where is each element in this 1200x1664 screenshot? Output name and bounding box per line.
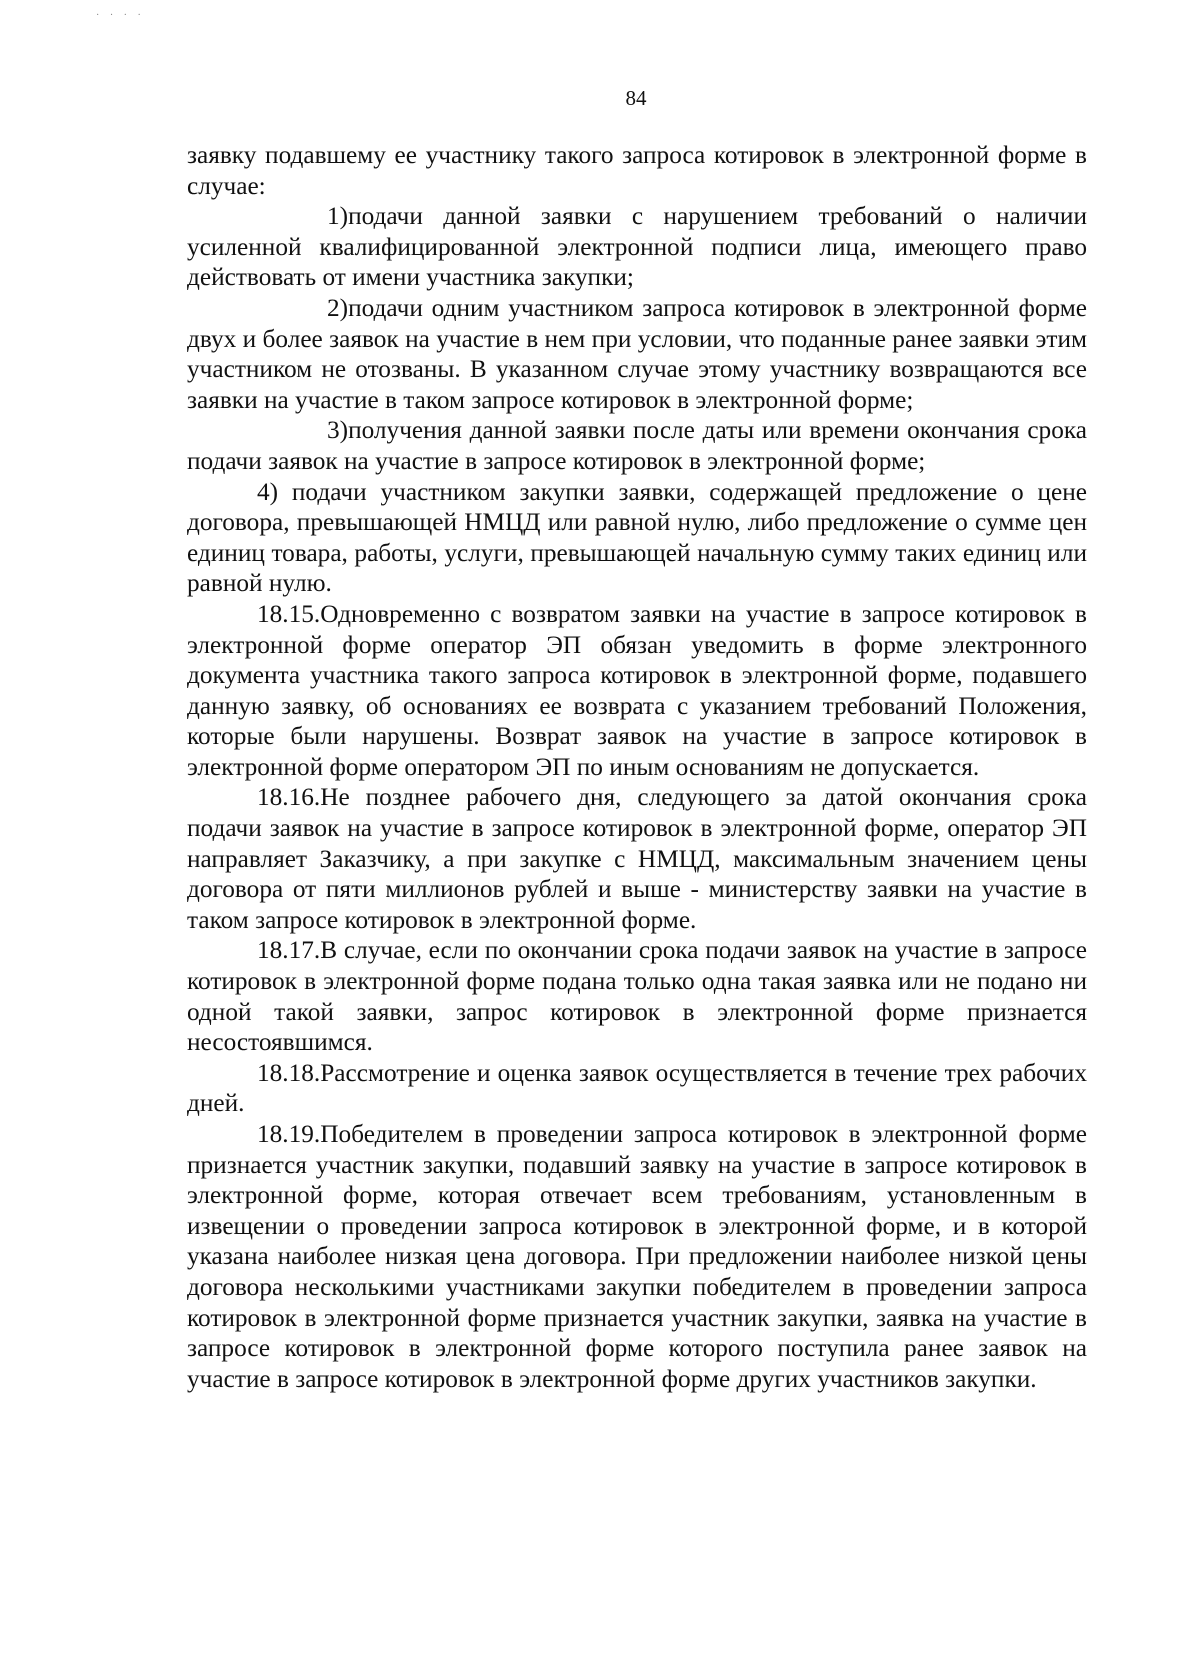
list-item-3 <box>187 415 1087 476</box>
paragraph-text: 18.15.Одновременно с возвратом заявки на участие в запросе котировок в электронной форме оператор ЭП обязан уведомить в форме электронного документа участника такого запроса котировок в электронной форме, подавшего данную заявку, об основаниях ее возврата с указанием требований Положения, которые были нарушены. Возврат заявок на участие в запросе котировок в электронной форме оператором ЭП по иным основаниям не допускается. <box>187 599 1087 781</box>
list-item-4 <box>187 477 1087 599</box>
list-item-number: 2) <box>327 293 349 322</box>
section-18-19 <box>187 1119 1087 1394</box>
paragraph-text: подачи данной заявки с нарушением требований о наличии усиленной квалифицированной электронной подписи лица, имеющего право действовать от имени участника закупки; <box>187 202 1087 292</box>
list-item-number: 1) <box>327 202 349 231</box>
paragraph-text: получения данной заявки после даты или времени окончания срока подачи заявок на участие в запросе котировок в электронной форме; <box>187 416 1087 475</box>
list-item-number: 3) <box>327 416 349 445</box>
paragraph-text: 4) подачи участником закупки заявки, содержащей предложение о цене договора, превышающей НМЦД или равной нулю, либо предложение о сумме цен единиц товара, работы, услуги, превышающей начальную сумму таких единиц или равной нулю. <box>187 477 1087 598</box>
paragraph-text: 18.17.В случае, если по окончании срока подачи заявок на участие в запросе котировок в электронной форме подана только одна такая заявка или не подано ни одной такой заявки, запрос котировок в электронной форме признается несостоявшимся. <box>187 936 1087 1057</box>
paragraph-text: 18.18.Рассмотрение и оценка заявок осуществляется в течение трех рабочих дней. <box>187 1058 1087 1118</box>
scan-artifact: · · · · <box>96 10 145 21</box>
section-18-16 <box>187 782 1087 935</box>
section-18-15 <box>187 599 1087 783</box>
list-item-2 <box>187 293 1087 415</box>
document-body <box>187 140 1087 1394</box>
section-18-17 <box>187 935 1087 1057</box>
paragraph-text: подачи одним участником запроса котировок в электронной форме двух и более заявок на участие в нем при условии, что поданные ранее заявки этим участником не отозваны. В указанном случае этому участнику возвращаются все заявки на участие в таком запросе котировок в электронной форме; <box>187 293 1087 414</box>
paragraph-text: заявку подавшему ее участнику такого запроса котировок в электронной форме в случае: <box>187 141 1087 200</box>
paragraph-text: 18.16.Не позднее рабочего дня, следующего за датой окончания срока подачи заявок на участие в запросе котировок в электронной форме, оператор ЭП направляет Заказчику, а при закупке с НМЦД, максимальным значением цены договора от пяти миллионов рублей и выше - министерству заявки на участие в таком запросе котировок в электронной форме. <box>187 783 1087 934</box>
page-number: 84 <box>625 86 647 110</box>
paragraph-intro <box>187 140 1087 201</box>
list-item-1 <box>187 201 1087 293</box>
paragraph-text: 18.19.Победителем в проведении запроса котировок в электронной форме признается участник закупки, подавший заявку на участие в запросе котировок в электронной форме, которая отвечает всем требованиям, установленным в извещении о проведении запроса котировок в электронной форме, и в которой указана наиболее низкая цена договора. При предложении наиболее низкой цены договора несколькими участниками закупки победителем в проведении запроса котировок в электронной форме признается участник закупки, заявка на участие в запросе котировок в электронной форме которого поступила ранее заявок на участие в запросе котировок в электронной форме других участников закупки. <box>187 1120 1087 1393</box>
section-18-18 <box>187 1058 1087 1119</box>
